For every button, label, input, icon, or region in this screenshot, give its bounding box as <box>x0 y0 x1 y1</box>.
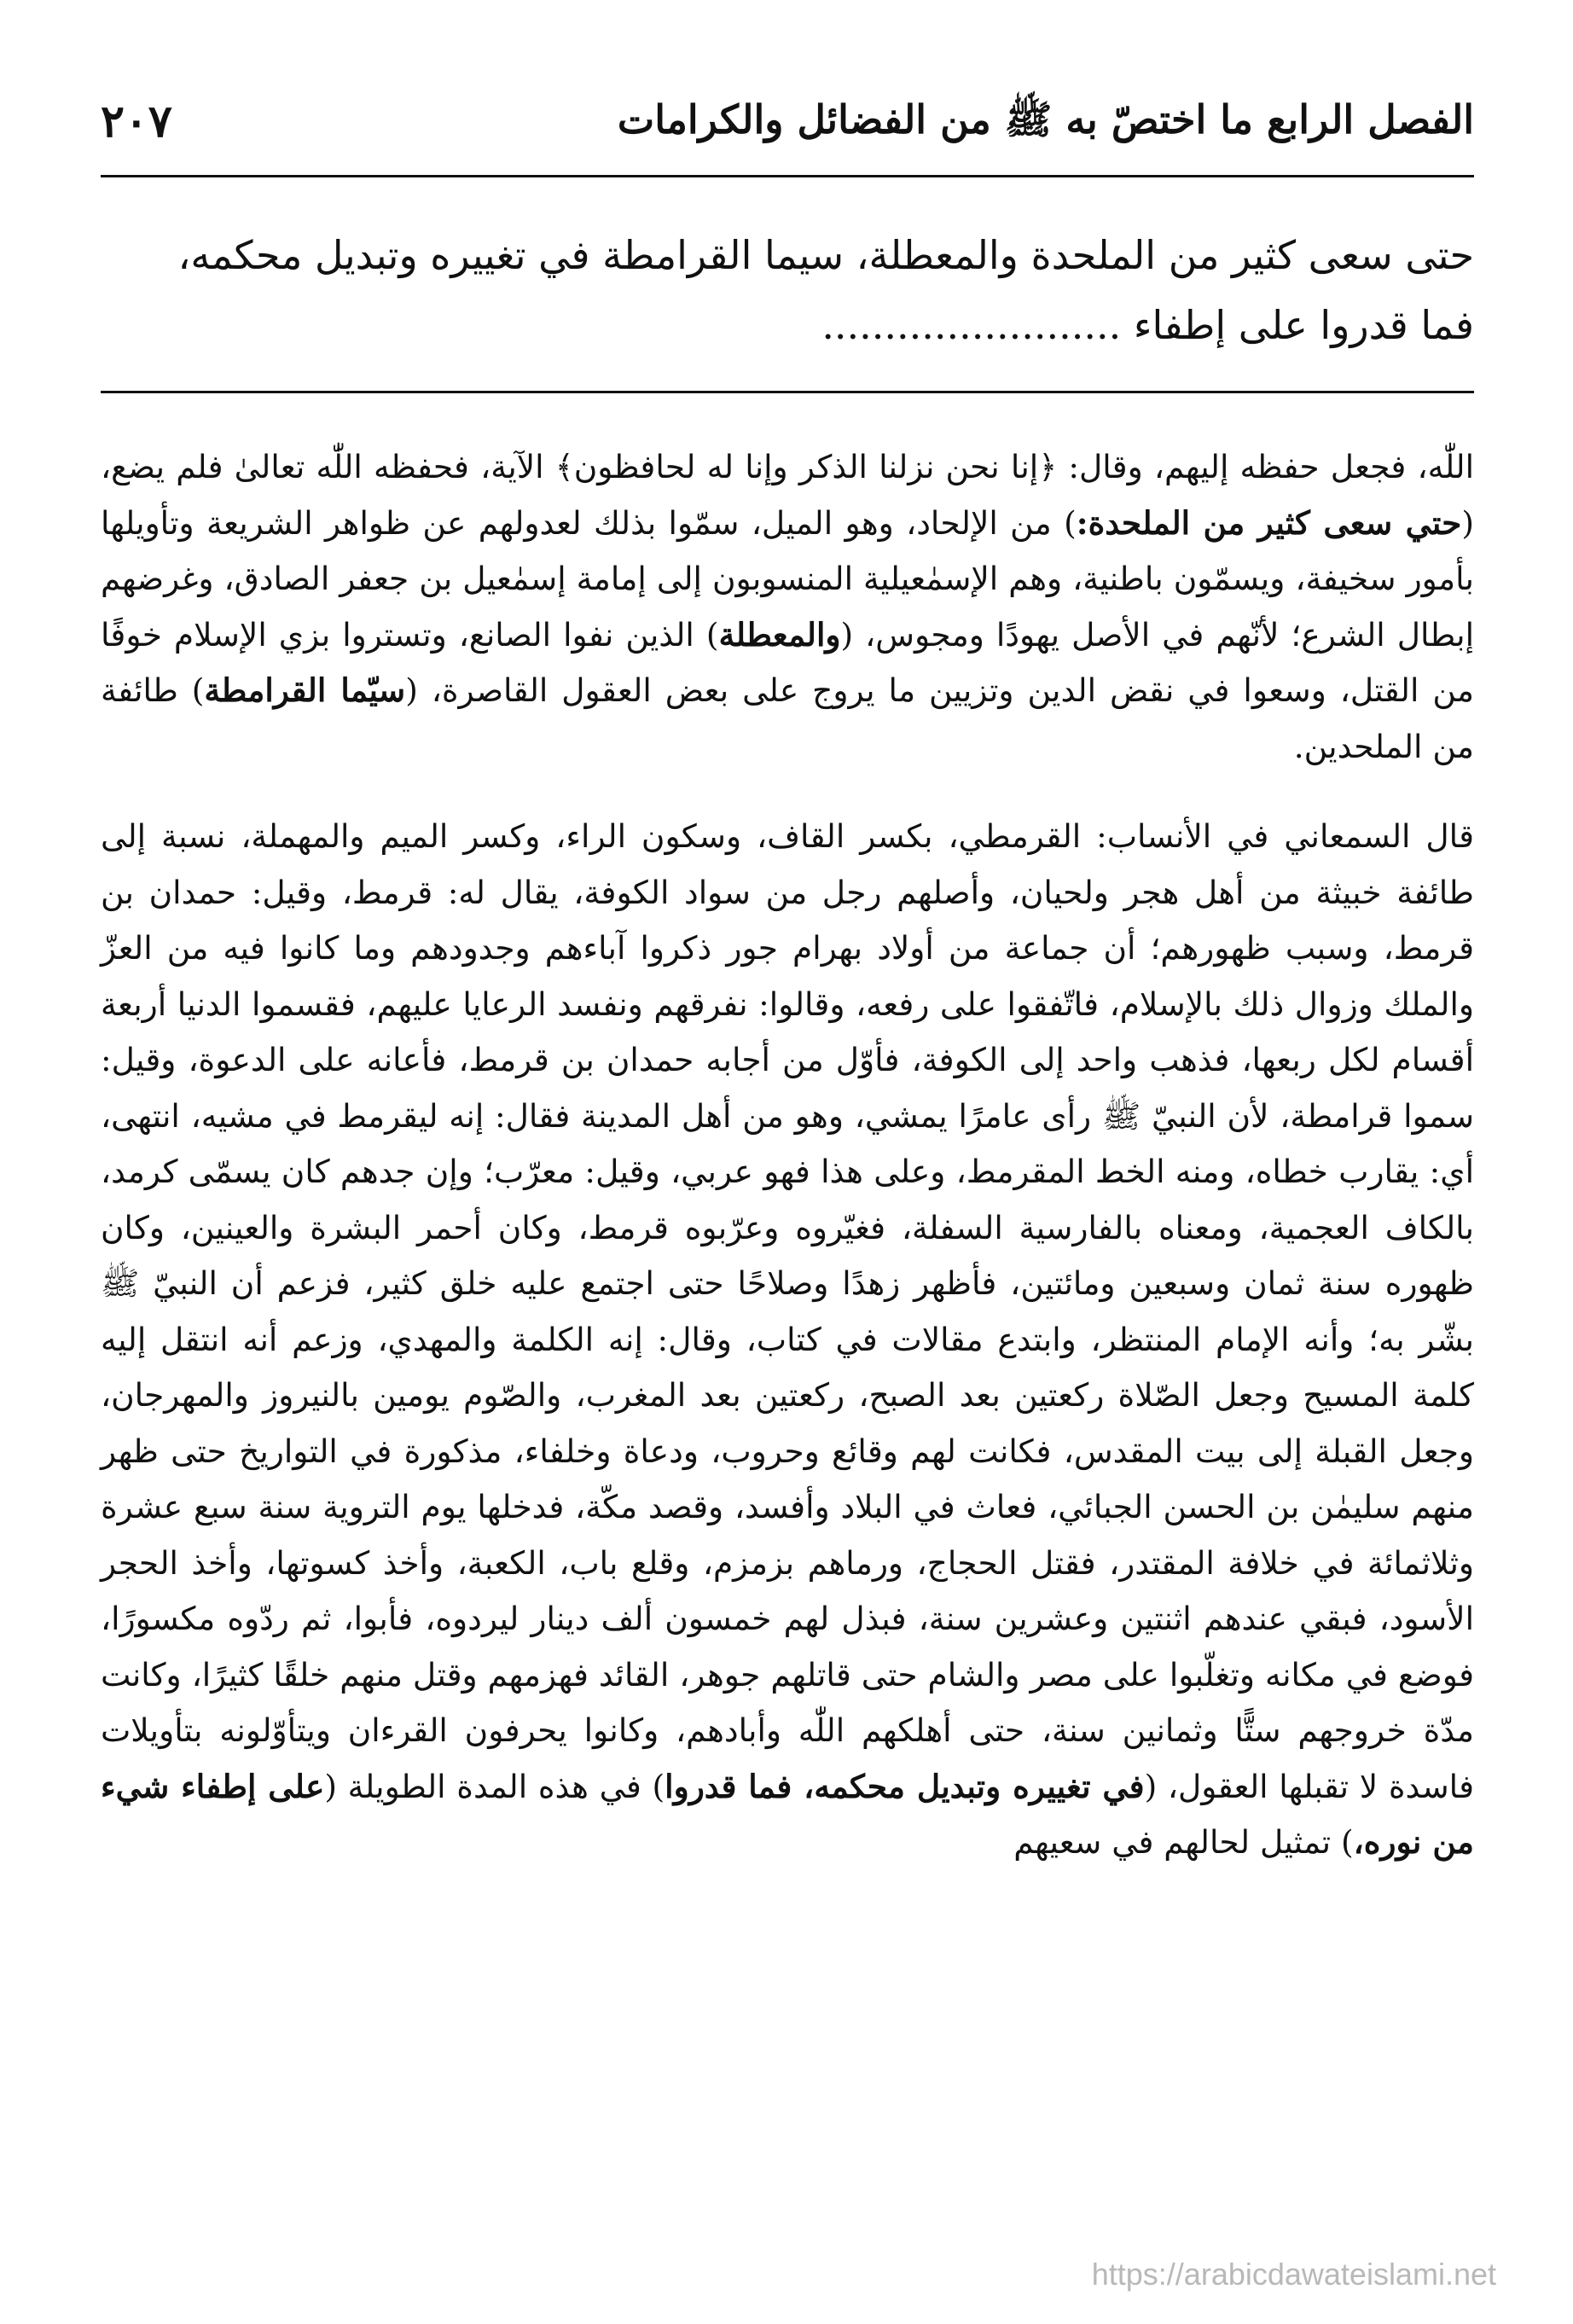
header-divider <box>101 175 1474 177</box>
commentary-paragraph <box>101 439 1474 775</box>
commentary-text: ) طائفة من الملحدين. <box>101 671 1474 765</box>
commentary-text: ) تمثيل لحالهم في سعيهم <box>1013 1823 1354 1861</box>
main-text-divider <box>101 391 1474 393</box>
main-text-line: فما قدروا على إطفاء ........................ <box>821 302 1474 348</box>
quoted-phrase: على إطفاء شيء من نوره، <box>101 1767 1474 1861</box>
main-text <box>101 220 1474 360</box>
commentary-text: قال السمعاني في الأنساب: القرمطي، بكسر القاف، وسكون الراء، وكسر الميم والمهملة، نسبة إلى طائفة خبيثة من أهل هجر ولحيان، وأصلهم رجل من سواد الكوفة، يقال له: قرمط، وقيل: حمدان بن قرمط، وسبب ظهورهم؛ أن جماعة من أولاد بهرام جور ذكروا آباءهم وجدودهم وما كانوا فيه من العزّ والملك وزوال ذلك بالإسلام، فاتّفقوا على رفعه، وقالوا: نفرقهم ونفسد الرعايا عليهم، فقسموا الدنيا أربعة أقسام لكل ربعها، فذهب واحد إلى الكوفة، فأوّل من أجابه حمدان بن قرمط، فأعانه على الدعوة، وقيل: سموا قرامطة، لأن النبيّ ﷺ رأى عامرًا يمشي، وهو من أهل المدينة فقال: إنه ليقرمط في مشيه، انتهى، أي: يقارب خطاه، ومنه الخط المقرمط، وعلى هذا فهو عربي، وقيل: معرّب؛ وإن جدهم كان يسمّى كرمد، بالكاف العجمية، ومعناه بالفارسية السفلة، فغيّروه وعرّبوه قرمط، وكان أحمر البشرة والعينين، وكان ظهوره سنة ثمان وسبعين ومائتين، فأظهر زهدًا وصلاحًا حتى اجتمع عليه خلق كثير، فزعم أن النبيّ ﷺ بشّر به؛ وأنه الإمام المنتظر، وابتدع مقالات في كتاب، وقال: إنه الكلمة والمهدي، وزعم أنه انتقل إليه كلمة المسيح وجعل الصّلاة ركعتين بعد الصبح، ركعتين بعد المغرب، والصّوم يومين بالنيروز والمهرجان، وجعل القبلة إلى بيت المقدس، فكانت لهم وقائع وحروب، ودعاة وخلفاء، مذكورة في التواريخ حتى ظهر منهم سليمٰن بن الحسن الجبائي، فعاث في البلاد وأفسد، وقصد مكّة، فدخلها يوم التروية سنة سبع عشرة وثلاثمائة في خلافة المقتدر، فقتل الحجاج، ورماهم بزمزم، وقلع باب، الكعبة، وأخذ كسوتها، وأخذ الحجر الأسود، فبقي عندهم اثنتين وعشرين سنة، فبذل لهم خمسون ألف دينار ليردوه، فأبوا، ثم ردّوه مكسورًا، فوضع في مكانه وتغلّبوا على مصر والشام حتى قاتلهم جوهر، القائد فهزمهم وقتل منهم خلقًا كثيرًا، وكانت مدّة خروجهم ستًّا وثمانين سنة، حتى أهلكهم اللّٰه وأبادهم، وكانوا يحرفون القرءان ويتأوّلونه بتأويلات فاسدة لا تقبلها العقول، ( <box>101 817 1474 1805</box>
commentary-text: ) الذين نفوا الصانع، وتستروا بزي الإسلام خوفًا من القتل، وسعوا في نقض الدين وتزيين ما يروج على بعض العقول القاصرة، ( <box>101 615 1474 709</box>
quoted-phrase: حتي سعى كثير من الملحدة: <box>1076 503 1462 542</box>
quoted-phrase: سيّما القرامطة <box>204 671 406 709</box>
quoted-phrase: والمعطلة <box>718 615 841 654</box>
running-header <box>101 96 1474 172</box>
quoted-phrase: في تغييره وتبديل محكمه، فما قدروا <box>665 1767 1145 1805</box>
commentary <box>101 439 1474 1871</box>
chapter-title: الفصل الرابع ما اختصّ به ﷺ من الفضائل والكرامات <box>617 96 1474 142</box>
commentary-paragraph <box>101 809 1474 1871</box>
watermark-url: https://arabicdawateislami.net <box>1091 2257 1496 2292</box>
page-number: ٢٠٧ <box>101 96 172 148</box>
commentary-text: اللّٰه، فجعل حفظه إليهم، وقال: ﴿إنا نحن نزلنا الذكر وإنا له لحافظون﴾ الآية، فحفظه اللّٰه تعالىٰ فلم يضع، ( <box>101 448 1474 542</box>
main-text-line: حتى سعى كثير من الملحدة والمعطلة، سيما القرامطة في تغييره وتبديل محكمه، <box>177 232 1474 278</box>
commentary-text: ) من الإلحاد، وهو الميل، سمّوا بذلك لعدولهم عن ظواهر الشريعة وتأويلها بأمور سخيفة، ويسمّون باطنية، وهم الإسمٰعيلية المنسوبون إلى إمامة إسمٰعيل بن جعفر الصادق، وغرضهم إبطال الشرع؛ لأنّهم في الأصل يهودًا ومجوس، ( <box>101 503 1475 654</box>
commentary-text: ) في هذه المدة الطويلة ( <box>324 1767 665 1805</box>
